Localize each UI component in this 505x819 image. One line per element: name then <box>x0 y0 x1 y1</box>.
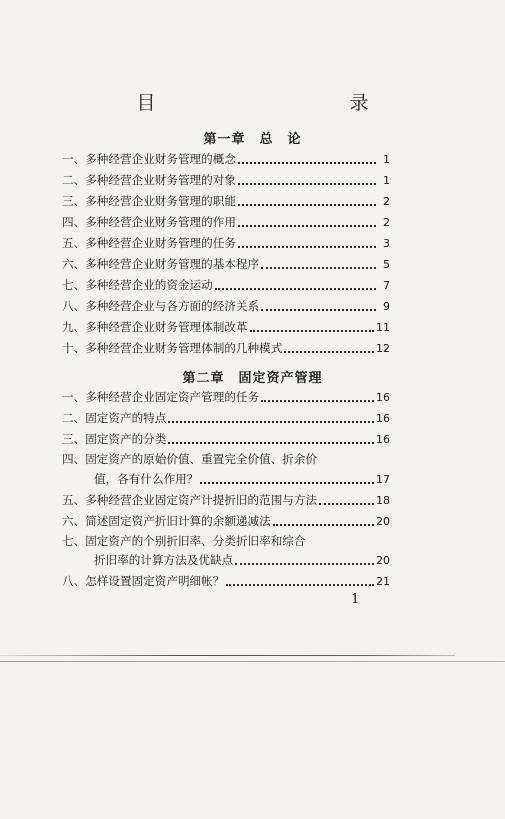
toc-entry <box>62 511 390 532</box>
dot-leader <box>238 161 376 164</box>
toc-entry-continuation <box>62 469 390 490</box>
toc-entry <box>62 490 390 511</box>
dot-leader <box>238 182 376 185</box>
toc-entry-text: 七、多种经营企业的资金运动 <box>62 278 213 292</box>
dot-leader <box>261 399 374 402</box>
page-number: 1 <box>351 592 360 607</box>
toc-entry-page: 16 <box>376 391 390 404</box>
toc-entry <box>62 408 390 429</box>
toc-entry <box>62 317 390 338</box>
toc-entry-page: 9 <box>383 300 390 313</box>
toc-entry-page: 2 <box>383 195 390 208</box>
toc-entry <box>62 532 390 551</box>
toc-entry-page: 20 <box>376 514 390 528</box>
dot-leader <box>261 266 376 269</box>
toc-entry <box>62 212 390 233</box>
dot-leader <box>238 245 376 248</box>
toc-entry-page: 3 <box>383 237 390 250</box>
toc-entry <box>62 170 390 191</box>
toc-entry-text: 八、多种经营企业与各方面的经济关系 <box>62 299 260 313</box>
toc-entry <box>62 571 390 592</box>
toc-entry-page: 2 <box>383 216 390 229</box>
toc-entry-page: 18 <box>376 493 390 507</box>
toc-entry-text: 五、多种经营企业固定资产计提折旧的范围与方法 <box>62 492 318 507</box>
toc-entry-text: 七、固定资产的个别折旧率、分类折旧率和综合 <box>62 533 306 548</box>
toc-entry <box>62 191 390 212</box>
toc-entry-page: 12 <box>376 342 390 355</box>
toc-entry-page: 7 <box>383 279 390 292</box>
toc-entry-page: 1 <box>383 153 390 166</box>
toc-entry-text: 折旧率的计算方法及优缺点 <box>94 553 234 567</box>
dot-leader <box>200 481 374 484</box>
chapter-1-toc <box>62 149 390 359</box>
toc-entry <box>62 149 390 170</box>
toc-entry-text: 八、怎样设置固定资产明细帐？ <box>62 574 225 588</box>
toc-entry-text: 五、多种经营企业财务管理的任务 <box>62 236 236 250</box>
toc-entry-text: 六、简述固定资产折旧计算的余额递减法 <box>62 513 271 528</box>
page-edge-line <box>0 661 505 662</box>
toc-entry-text: 一、多种经营企业固定资产管理的任务 <box>62 390 260 404</box>
dot-leader <box>168 441 374 444</box>
toc-entry <box>62 254 390 275</box>
toc-entry-page: 16 <box>376 433 390 446</box>
toc-entry-text: 九、多种经营企业财务管理体制改革 <box>62 320 248 334</box>
dot-leader <box>273 523 374 526</box>
toc-entry-text: 值，各有什么作用？ <box>94 471 199 486</box>
chapter-2-heading: 第二章 固定资产管理 <box>182 371 323 386</box>
chapter-1-heading: 第一章 总 论 <box>203 132 302 147</box>
page-title: 目 录 <box>136 92 421 114</box>
dot-leader <box>226 583 374 586</box>
toc-entry-text: 四、多种经营企业财务管理的作用 <box>62 215 236 229</box>
toc-entry-page: 20 <box>376 554 390 567</box>
toc-entry-text: 十、多种经营企业财务管理体制的几种模式 <box>62 341 283 355</box>
toc-entry <box>62 429 390 450</box>
page-edge-line <box>0 655 455 656</box>
toc-entry <box>62 338 390 359</box>
toc-entry-page: 11 <box>376 321 390 334</box>
toc-entry-continuation <box>62 550 390 571</box>
dot-leader <box>250 329 374 332</box>
dot-leader <box>284 350 374 353</box>
toc-entry <box>62 450 390 469</box>
toc-entry-text: 三、多种经营企业财务管理的职能 <box>62 194 236 208</box>
toc-entry-text: 二、多种经营企业财务管理的对象 <box>62 173 236 187</box>
dot-leader <box>235 562 374 565</box>
toc-entry-text: 二、固定资产的特点 <box>62 411 167 425</box>
toc-entry-page: 17 <box>376 472 390 486</box>
toc-entry-text: 三、固定资产的分类 <box>62 432 167 446</box>
toc-entry-page: 21 <box>376 575 390 588</box>
chapter-2-toc <box>62 387 390 592</box>
toc-entry-text: 一、多种经营企业财务管理的概念 <box>62 152 236 166</box>
toc-entry-text: 六、多种经营企业财务管理的基本程序 <box>62 257 260 271</box>
toc-entry <box>62 387 390 408</box>
dot-leader <box>319 502 374 505</box>
toc-entry <box>62 275 390 296</box>
toc-entry-text: 四、固定资产的原始价值、重置完全价值、折余价 <box>62 452 318 466</box>
toc-entry-page: 5 <box>383 258 390 271</box>
dot-leader <box>215 287 376 290</box>
toc-entry-page: 1 <box>383 174 390 187</box>
dot-leader <box>238 203 376 206</box>
dot-leader <box>168 420 374 423</box>
toc-entry <box>62 233 390 254</box>
toc-entry <box>62 296 390 317</box>
toc-entry-page: 16 <box>376 412 390 425</box>
dot-leader <box>261 308 376 311</box>
dot-leader <box>238 224 376 227</box>
